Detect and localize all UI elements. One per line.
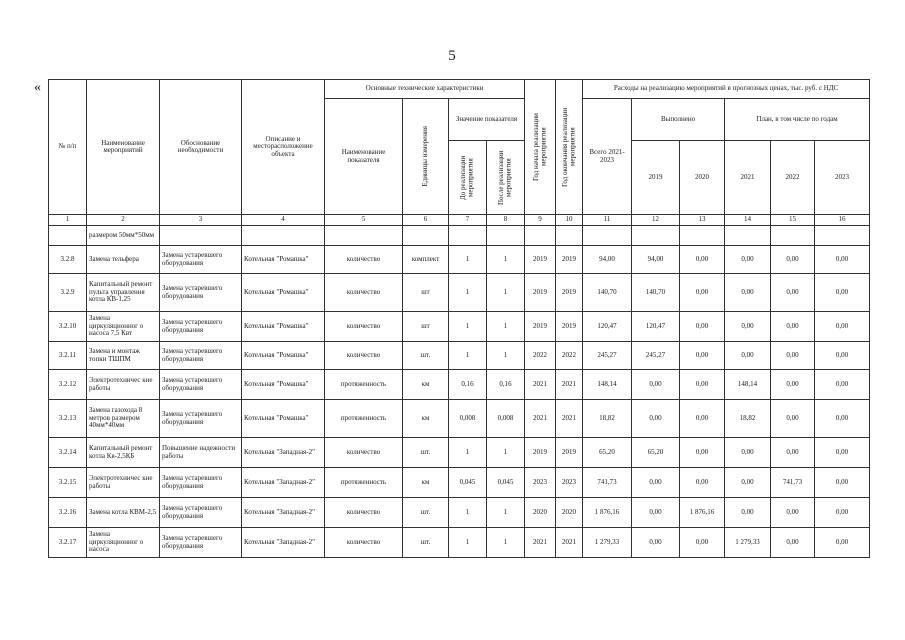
- row-before: 1: [449, 246, 487, 274]
- header-year-start: Год начала реализации мероприятия: [531, 113, 548, 181]
- row-2020: 0,00: [680, 528, 725, 558]
- row-before: 1: [449, 498, 487, 528]
- row-2023: 0,00: [815, 246, 870, 274]
- row-2020: 0,00: [680, 342, 725, 370]
- row-year-start: 2021: [525, 370, 556, 400]
- row-after: 1: [487, 274, 525, 312]
- row-2022: 741,73: [771, 468, 815, 498]
- row-year-start: 2021: [525, 400, 556, 438]
- row-2019: 245,27: [632, 342, 680, 370]
- row-indicator: количество: [325, 438, 403, 468]
- row-2020: 0,00: [680, 468, 725, 498]
- row-total: 120,47: [583, 312, 632, 342]
- header-justification: Обоснование необходимости: [160, 80, 242, 215]
- header-done-group: Выполнено: [632, 99, 725, 141]
- row-name: Капитальный ремонт пульта управления котла КВ-1,25: [87, 274, 160, 312]
- row-year-start: 2021: [525, 528, 556, 558]
- row-name: Электротехничес кие работы: [87, 468, 160, 498]
- row-2022: 0,00: [771, 498, 815, 528]
- row-2021: 1 279,33: [725, 528, 771, 558]
- header-location: Описание и месторасположение объекта: [242, 80, 325, 215]
- row-after: 0,045: [487, 468, 525, 498]
- row-2022: 0,00: [771, 274, 815, 312]
- row-unit: шт: [403, 312, 449, 342]
- colnum-10: 10: [556, 215, 583, 226]
- row-unit: км: [403, 468, 449, 498]
- measures-table: [48, 79, 870, 558]
- row-justification: Замена устаревшего оборудования: [160, 468, 242, 498]
- row-2019: 120,47: [632, 312, 680, 342]
- row-location: Котельная "Ромашка": [242, 274, 325, 312]
- row-2022: 0,00: [771, 246, 815, 274]
- row-2021: 0,00: [725, 342, 771, 370]
- row-year-start: 2019: [525, 274, 556, 312]
- row-year-end: 2019: [556, 312, 583, 342]
- row-2021: 0,00: [725, 498, 771, 528]
- row-year-start: 2023: [525, 468, 556, 498]
- row-number: 3.2.15: [49, 468, 87, 498]
- row-name: Замена тельфера: [87, 246, 160, 274]
- row-indicator: протяженность: [325, 370, 403, 400]
- data-rows: [49, 246, 870, 558]
- row-2020: 0,00: [680, 312, 725, 342]
- row-2021: 148,14: [725, 370, 771, 400]
- row-year-end: 2019: [556, 274, 583, 312]
- row-before: 0,16: [449, 370, 487, 400]
- colnum-7: 7: [449, 215, 487, 226]
- row-location: Котельная "Западная-2": [242, 438, 325, 468]
- row-indicator: протяженность: [325, 468, 403, 498]
- row-2022: 0,00: [771, 438, 815, 468]
- row-indicator: количество: [325, 312, 403, 342]
- row-2023: 0,00: [815, 400, 870, 438]
- header-name: Наименование мероприятий: [87, 80, 160, 215]
- colnum-14: 14: [725, 215, 771, 226]
- row-number: 3.2.9: [49, 274, 87, 312]
- row-justification: Повышение надежности работы: [160, 438, 242, 468]
- row-2021: 0,00: [725, 274, 771, 312]
- row-unit: шт: [403, 274, 449, 312]
- row-2022: 0,00: [771, 370, 815, 400]
- colnum-9: 9: [525, 215, 556, 226]
- header-after: После реализации мероприятия: [497, 150, 513, 205]
- row-indicator: количество: [325, 342, 403, 370]
- header-indicator: Наименование показателя: [325, 99, 403, 215]
- header-unit-cell: [403, 99, 449, 215]
- header-before: До реализации мероприятия: [459, 155, 475, 200]
- table-row: [49, 246, 870, 274]
- row-number: 3.2.10: [49, 312, 87, 342]
- row-2023: 0,00: [815, 312, 870, 342]
- header-2020: 2020: [680, 141, 725, 215]
- row-name: Замена котла КВМ-2,5: [87, 498, 160, 528]
- row-location: Котельная "Ромашка": [242, 342, 325, 370]
- row-2023: 0,00: [815, 528, 870, 558]
- row-after: 1: [487, 528, 525, 558]
- row-indicator: протяженность: [325, 400, 403, 438]
- row-year-end: 2021: [556, 400, 583, 438]
- row-year-end: 2021: [556, 528, 583, 558]
- row-indicator: количество: [325, 498, 403, 528]
- row-after: 1: [487, 498, 525, 528]
- table-row: [49, 468, 870, 498]
- row-2019: 94,00: [632, 246, 680, 274]
- header-total: Всего 2021-2023: [583, 99, 632, 215]
- row-number: 3.2.8: [49, 246, 87, 274]
- row-location: Котельная "Западная-2": [242, 528, 325, 558]
- row-2023: 0,00: [815, 438, 870, 468]
- row-total: 140,70: [583, 274, 632, 312]
- colnum-4: 4: [242, 215, 325, 226]
- row-before: 0,045: [449, 468, 487, 498]
- row-total: 148,14: [583, 370, 632, 400]
- row-name: Электротехничес кие работы: [87, 370, 160, 400]
- row-year-end: 2019: [556, 438, 583, 468]
- row-year-end: 2023: [556, 468, 583, 498]
- header-after-cell: [487, 141, 525, 215]
- header-2021: 2021: [725, 141, 771, 215]
- row-2021: 0,00: [725, 312, 771, 342]
- header-plan-group: План, в том числе по годам: [725, 99, 870, 141]
- row-2020: 0,00: [680, 400, 725, 438]
- continuation-row: [49, 226, 870, 246]
- column-number-row: [49, 215, 870, 226]
- header-costs-group: Расходы на реализацию мероприятий в прогнозных ценах, тыс. руб. с НДС: [583, 80, 870, 99]
- header-num: № п/п: [49, 80, 87, 215]
- row-year-end: 2022: [556, 342, 583, 370]
- table-row: [49, 342, 870, 370]
- colnum-16: 16: [815, 215, 870, 226]
- row-number: 3.2.12: [49, 370, 87, 400]
- header-2019: 2019: [632, 141, 680, 215]
- row-2020: 0,00: [680, 370, 725, 400]
- row-2022: 0,00: [771, 342, 815, 370]
- header-before-cell: [449, 141, 487, 215]
- row-year-start: 2020: [525, 498, 556, 528]
- row-total: 1 876,16: [583, 498, 632, 528]
- row-year-end: 2019: [556, 246, 583, 274]
- row-2022: 0,00: [771, 528, 815, 558]
- row-total: 94,00: [583, 246, 632, 274]
- colnum-15: 15: [771, 215, 815, 226]
- row-before: 1: [449, 312, 487, 342]
- colnum-8: 8: [487, 215, 525, 226]
- row-number: 3.2.14: [49, 438, 87, 468]
- row-2023: 0,00: [815, 274, 870, 312]
- row-2020: 0,00: [680, 246, 725, 274]
- row-justification: Замена устаревшего оборудования: [160, 498, 242, 528]
- row-2021: 0,00: [725, 246, 771, 274]
- row-2023: 0,00: [815, 370, 870, 400]
- row-name: Замена и монтаж топки ТШПМ: [87, 342, 160, 370]
- row-year-end: 2021: [556, 370, 583, 400]
- row-2019: 65,20: [632, 438, 680, 468]
- header-2023: 2023: [815, 141, 870, 215]
- row-name: Капитальный ремонт котла Кв-2,5КБ: [87, 438, 160, 468]
- colnum-1: 1: [49, 215, 87, 226]
- colnum-13: 13: [680, 215, 725, 226]
- table-row: [49, 400, 870, 438]
- table-row: [49, 274, 870, 312]
- table-row: [49, 528, 870, 558]
- header-values-group: Значение показателя: [449, 99, 525, 141]
- row-location: Котельная "Ромашка": [242, 370, 325, 400]
- row-2020: 0,00: [680, 438, 725, 468]
- row-indicator: количество: [325, 528, 403, 558]
- row-before: 1: [449, 438, 487, 468]
- row-justification: Замена устаревшего оборудования: [160, 246, 242, 274]
- colnum-6: 6: [403, 215, 449, 226]
- row-after: 1: [487, 246, 525, 274]
- row-unit: шт.: [403, 342, 449, 370]
- row-2019: 0,00: [632, 370, 680, 400]
- header-year-end: Год окончания реализации мероприятия: [560, 107, 577, 187]
- row-2019: 140,70: [632, 274, 680, 312]
- row-total: 18,82: [583, 400, 632, 438]
- row-indicator: количество: [325, 246, 403, 274]
- header-tech-group: Основные технические характеристики: [325, 80, 525, 99]
- row-year-start: 2019: [525, 438, 556, 468]
- row-after: 0,008: [487, 400, 525, 438]
- row-number: 3.2.17: [49, 528, 87, 558]
- row-2019: 0,00: [632, 498, 680, 528]
- row-location: Котельная "Ромашка": [242, 246, 325, 274]
- row-2020: 1 876,16: [680, 498, 725, 528]
- row-2019: 0,00: [632, 528, 680, 558]
- header-unit: Единицы измерения: [420, 126, 429, 187]
- row-total: 1 279,33: [583, 528, 632, 558]
- row-number: 3.2.11: [49, 342, 87, 370]
- row-name: Замена газохода 8 метров размером 40мм*40мм: [87, 400, 160, 438]
- table-row: [49, 498, 870, 528]
- row-2019: 0,00: [632, 468, 680, 498]
- row-location: Котельная "Ромашка": [242, 312, 325, 342]
- header-year-start-cell: [525, 80, 556, 215]
- table-row: [49, 370, 870, 400]
- table-row: [49, 312, 870, 342]
- row-2023: 0,00: [815, 342, 870, 370]
- row-after: 1: [487, 312, 525, 342]
- row-unit: шт.: [403, 438, 449, 468]
- row-2021: 0,00: [725, 468, 771, 498]
- row-number: 3.2.13: [49, 400, 87, 438]
- row-before: 1: [449, 274, 487, 312]
- row-justification: Замена устаревшего оборудования: [160, 400, 242, 438]
- continuation-name: размером 50мм*50мм: [87, 226, 160, 246]
- row-unit: км: [403, 370, 449, 400]
- row-2020: 0,00: [680, 274, 725, 312]
- row-justification: Замена устаревшего оборудования: [160, 528, 242, 558]
- row-justification: Замена устаревшего оборудования: [160, 274, 242, 312]
- row-justification: Замена устаревшего оборудования: [160, 312, 242, 342]
- row-year-start: 2022: [525, 342, 556, 370]
- row-name: Замена циркуляционног о насоса: [87, 528, 160, 558]
- header-2022: 2022: [771, 141, 815, 215]
- row-total: 741,73: [583, 468, 632, 498]
- row-before: 1: [449, 528, 487, 558]
- colnum-3: 3: [160, 215, 242, 226]
- row-2023: 0,00: [815, 468, 870, 498]
- row-location: Котельная "Западная-2": [242, 498, 325, 528]
- row-number: 3.2.16: [49, 498, 87, 528]
- opening-quote: «: [34, 80, 41, 95]
- row-2019: 0,00: [632, 400, 680, 438]
- row-unit: шт.: [403, 498, 449, 528]
- colnum-2: 2: [87, 215, 160, 226]
- row-after: 1: [487, 342, 525, 370]
- row-total: 245,27: [583, 342, 632, 370]
- header-year-end-cell: [556, 80, 583, 215]
- row-location: Котельная "Ромашка": [242, 400, 325, 438]
- page-number: 5: [448, 48, 456, 64]
- table-row: [49, 438, 870, 468]
- row-unit: шт.: [403, 528, 449, 558]
- row-year-start: 2019: [525, 312, 556, 342]
- row-location: Котельная "Западная-2": [242, 468, 325, 498]
- colnum-5: 5: [325, 215, 403, 226]
- row-2022: 0,00: [771, 312, 815, 342]
- row-2023: 0,00: [815, 498, 870, 528]
- row-after: 0,16: [487, 370, 525, 400]
- row-name: Замена циркуляционног о насоса 7,5 Квт: [87, 312, 160, 342]
- row-2021: 18,82: [725, 400, 771, 438]
- row-unit: км: [403, 400, 449, 438]
- row-2022: 0,00: [771, 400, 815, 438]
- row-year-end: 2020: [556, 498, 583, 528]
- colnum-11: 11: [583, 215, 632, 226]
- colnum-12: 12: [632, 215, 680, 226]
- row-indicator: количество: [325, 274, 403, 312]
- row-before: 0,008: [449, 400, 487, 438]
- row-unit: комплект: [403, 246, 449, 274]
- row-2021: 0,00: [725, 438, 771, 468]
- row-total: 65,20: [583, 438, 632, 468]
- row-before: 1: [449, 342, 487, 370]
- row-year-start: 2019: [525, 246, 556, 274]
- row-justification: Замена устаревшего оборудования: [160, 342, 242, 370]
- row-justification: Замена устаревшего оборудования: [160, 370, 242, 400]
- row-after: 1: [487, 438, 525, 468]
